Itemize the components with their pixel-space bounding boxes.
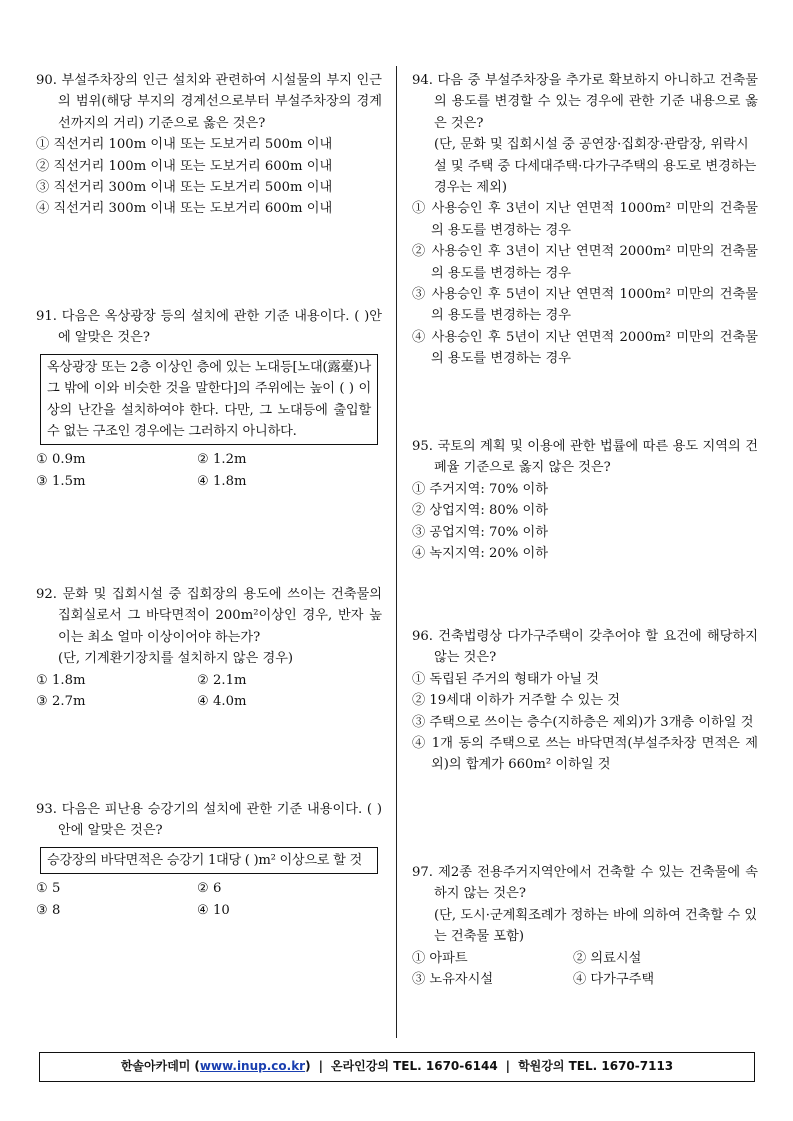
footer-separator: |: [318, 1059, 323, 1074]
question-stem: 93. 다음은 피난용 승강기의 설치에 관한 기준 내용이다. ( )안에 알맞은 것은?: [36, 802, 382, 839]
question-97: [412, 862, 758, 990]
question-94: [412, 70, 758, 370]
option-2: ② 1.2m: [197, 452, 247, 468]
option-3: ③ 2.7m: [36, 694, 86, 710]
question-box: 옥상광장 또는 2층 이상인 층에 있는 노대등[노대(露臺)나 그 밖에 이와 비슷한 것을 말한다]의 주위에는 높이 ( ) 이상의 난간을 설치하여야 한다. 다만, 그 노대등에 출입할 수 없는 구조인 경우에는 그러하지 아니하다.: [40, 354, 378, 446]
option-4: ④ 직선거리 300m 이내 또는 도보거리 600m 이내: [36, 201, 333, 217]
question-stem: 90. 부설주차장의 인근 설치와 관련하여 시설물의 부지 인근의 범위(해당 부지의 경계선으로부터 부설주차장의 경계선까지의 거리) 기준으로 옳은 것은?: [36, 73, 382, 131]
option-1: ① 5: [36, 881, 61, 897]
footer-separator: |: [505, 1059, 511, 1074]
question-stem: 94. 다음 중 부설주차장을 추가로 확보하지 아니하고 건축물의 용도를 변경할 수 있는 경우에 관한 기준 내용으로 옳은 것은?: [412, 73, 758, 131]
option-2: ② 직선거리 100m 이내 또는 도보거리 600m 이내: [36, 158, 333, 174]
option-2: ② 의료시설: [573, 950, 642, 966]
option-3: ③ 사용승인 후 5년이 지난 연면적 1000m² 미만의 건축물의 용도를 변경하는 경우: [412, 287, 758, 324]
option-1: ① 사용승인 후 3년이 지난 연면적 1000m² 미만의 건축물의 용도를 변경하는 경우: [412, 201, 758, 238]
question-stem: 97. 제2종 전용주거지역안에서 건축할 수 있는 건축물에 속하지 않는 것은?: [412, 865, 758, 902]
question-note: (단, 도시·군계획조례가 정하는 바에 의하여 건축할 수 있는 건축물 포함): [434, 907, 758, 945]
academy-name: 한솔아카데미: [120, 1059, 191, 1074]
option-2: ② 6: [197, 881, 222, 897]
footer-bar: [39, 1052, 755, 1082]
option-1: ① 아파트: [412, 950, 468, 966]
option-4: ④ 녹지지역: 20% 이하: [412, 546, 548, 562]
question-90: [36, 70, 382, 220]
options-grid: [36, 670, 382, 713]
url-open-paren: (: [194, 1059, 200, 1074]
option-1: ① 독립된 주거의 형태가 아닐 것: [412, 671, 600, 687]
academy-link[interactable]: www.inup.co.kr: [199, 1059, 306, 1074]
option-4: ④ 1개 동의 주택으로 쓰는 바닥면적(부설주차장 면적은 제외)의 합계가 660m² 이하일 것: [412, 736, 758, 773]
option-1: ① 주거지역: 70% 이하: [412, 481, 548, 497]
options-grid: [36, 449, 382, 492]
question-95: [412, 436, 758, 564]
question-note: (단, 문화 및 집회시설 중 공연장·집회장·관람장, 위락시설 및 주택 중 다세대주택·다가구주택의 용도로 변경하는 경우는 제외): [434, 137, 757, 196]
option-3: ③ 주택으로 쓰이는 층수(지하층은 제외)가 3개층 이하일 것: [412, 714, 754, 730]
option-2: ② 사용승인 후 3년이 지난 연면적 2000m² 미만의 건축물의 용도를 변경하는 경우: [412, 244, 758, 281]
option-1: ① 직선거리 100m 이내 또는 도보거리 500m 이내: [36, 137, 333, 153]
option-1: ① 1.8m: [36, 672, 86, 688]
question-note: (단, 기계환기장치를 설치하지 않은 경우): [58, 651, 294, 667]
options-grid: [36, 878, 382, 921]
option-3: ③ 1.5m: [36, 473, 86, 489]
option-2: ② 상업지역: 80% 이하: [412, 503, 548, 519]
option-3: ③ 직선거리 300m 이내 또는 도보거리 500m 이내: [36, 180, 333, 196]
offline-phone: 학원강의 TEL. 1670-7113: [518, 1059, 674, 1074]
question-stem: 95. 국토의 계획 및 이용에 관한 법률에 따른 용도 지역의 건폐율 기준으로 옳지 않은 것은?: [412, 439, 758, 476]
question-stem: 92. 문화 및 집회시설 중 집회장의 용도에 쓰이는 건축물의 집회실로서 그 바닥면적이 200m²이상인 경우, 반자 높이는 최소 얼마 이상이어야 하는가?: [36, 587, 382, 645]
url-close-paren: ): [305, 1059, 311, 1074]
question-stem: 96. 건축법령상 다가구주택이 갖추어야 할 요건에 해당하지 않는 것은?: [412, 629, 758, 666]
option-4: ④ 4.0m: [197, 694, 247, 710]
question-96: [412, 626, 758, 776]
question-92: [36, 584, 382, 712]
option-2: ② 2.1m: [197, 672, 247, 688]
question-93: [36, 799, 382, 921]
option-4: ④ 다가구주택: [573, 972, 655, 988]
online-phone: 온라인강의 TEL. 1670-6144: [330, 1059, 498, 1074]
option-1: ① 0.9m: [36, 452, 86, 468]
options-grid: [412, 948, 758, 991]
question-stem: 91. 다음은 옥상광장 등의 설치에 관한 기준 내용이다. ( )안에 알맞은 것은?: [36, 309, 382, 346]
column-divider: [396, 66, 397, 1038]
question-box: 승강장의 바닥면적은 승강기 1대당 ( )m² 이상으로 할 것: [40, 847, 378, 874]
question-91: [36, 306, 382, 492]
option-4: ④ 사용승인 후 5년이 지난 연면적 2000m² 미만의 건축물의 용도를 변경하는 경우: [412, 329, 758, 367]
option-2: ② 19세대 이하가 거주할 수 있는 것: [412, 693, 620, 709]
option-3: ③ 노유자시설: [412, 972, 494, 988]
option-3: ③ 공업지역: 70% 이하: [412, 524, 548, 540]
option-4: ④ 1.8m: [197, 473, 247, 489]
option-4: ④ 10: [197, 902, 230, 918]
option-3: ③ 8: [36, 902, 61, 918]
